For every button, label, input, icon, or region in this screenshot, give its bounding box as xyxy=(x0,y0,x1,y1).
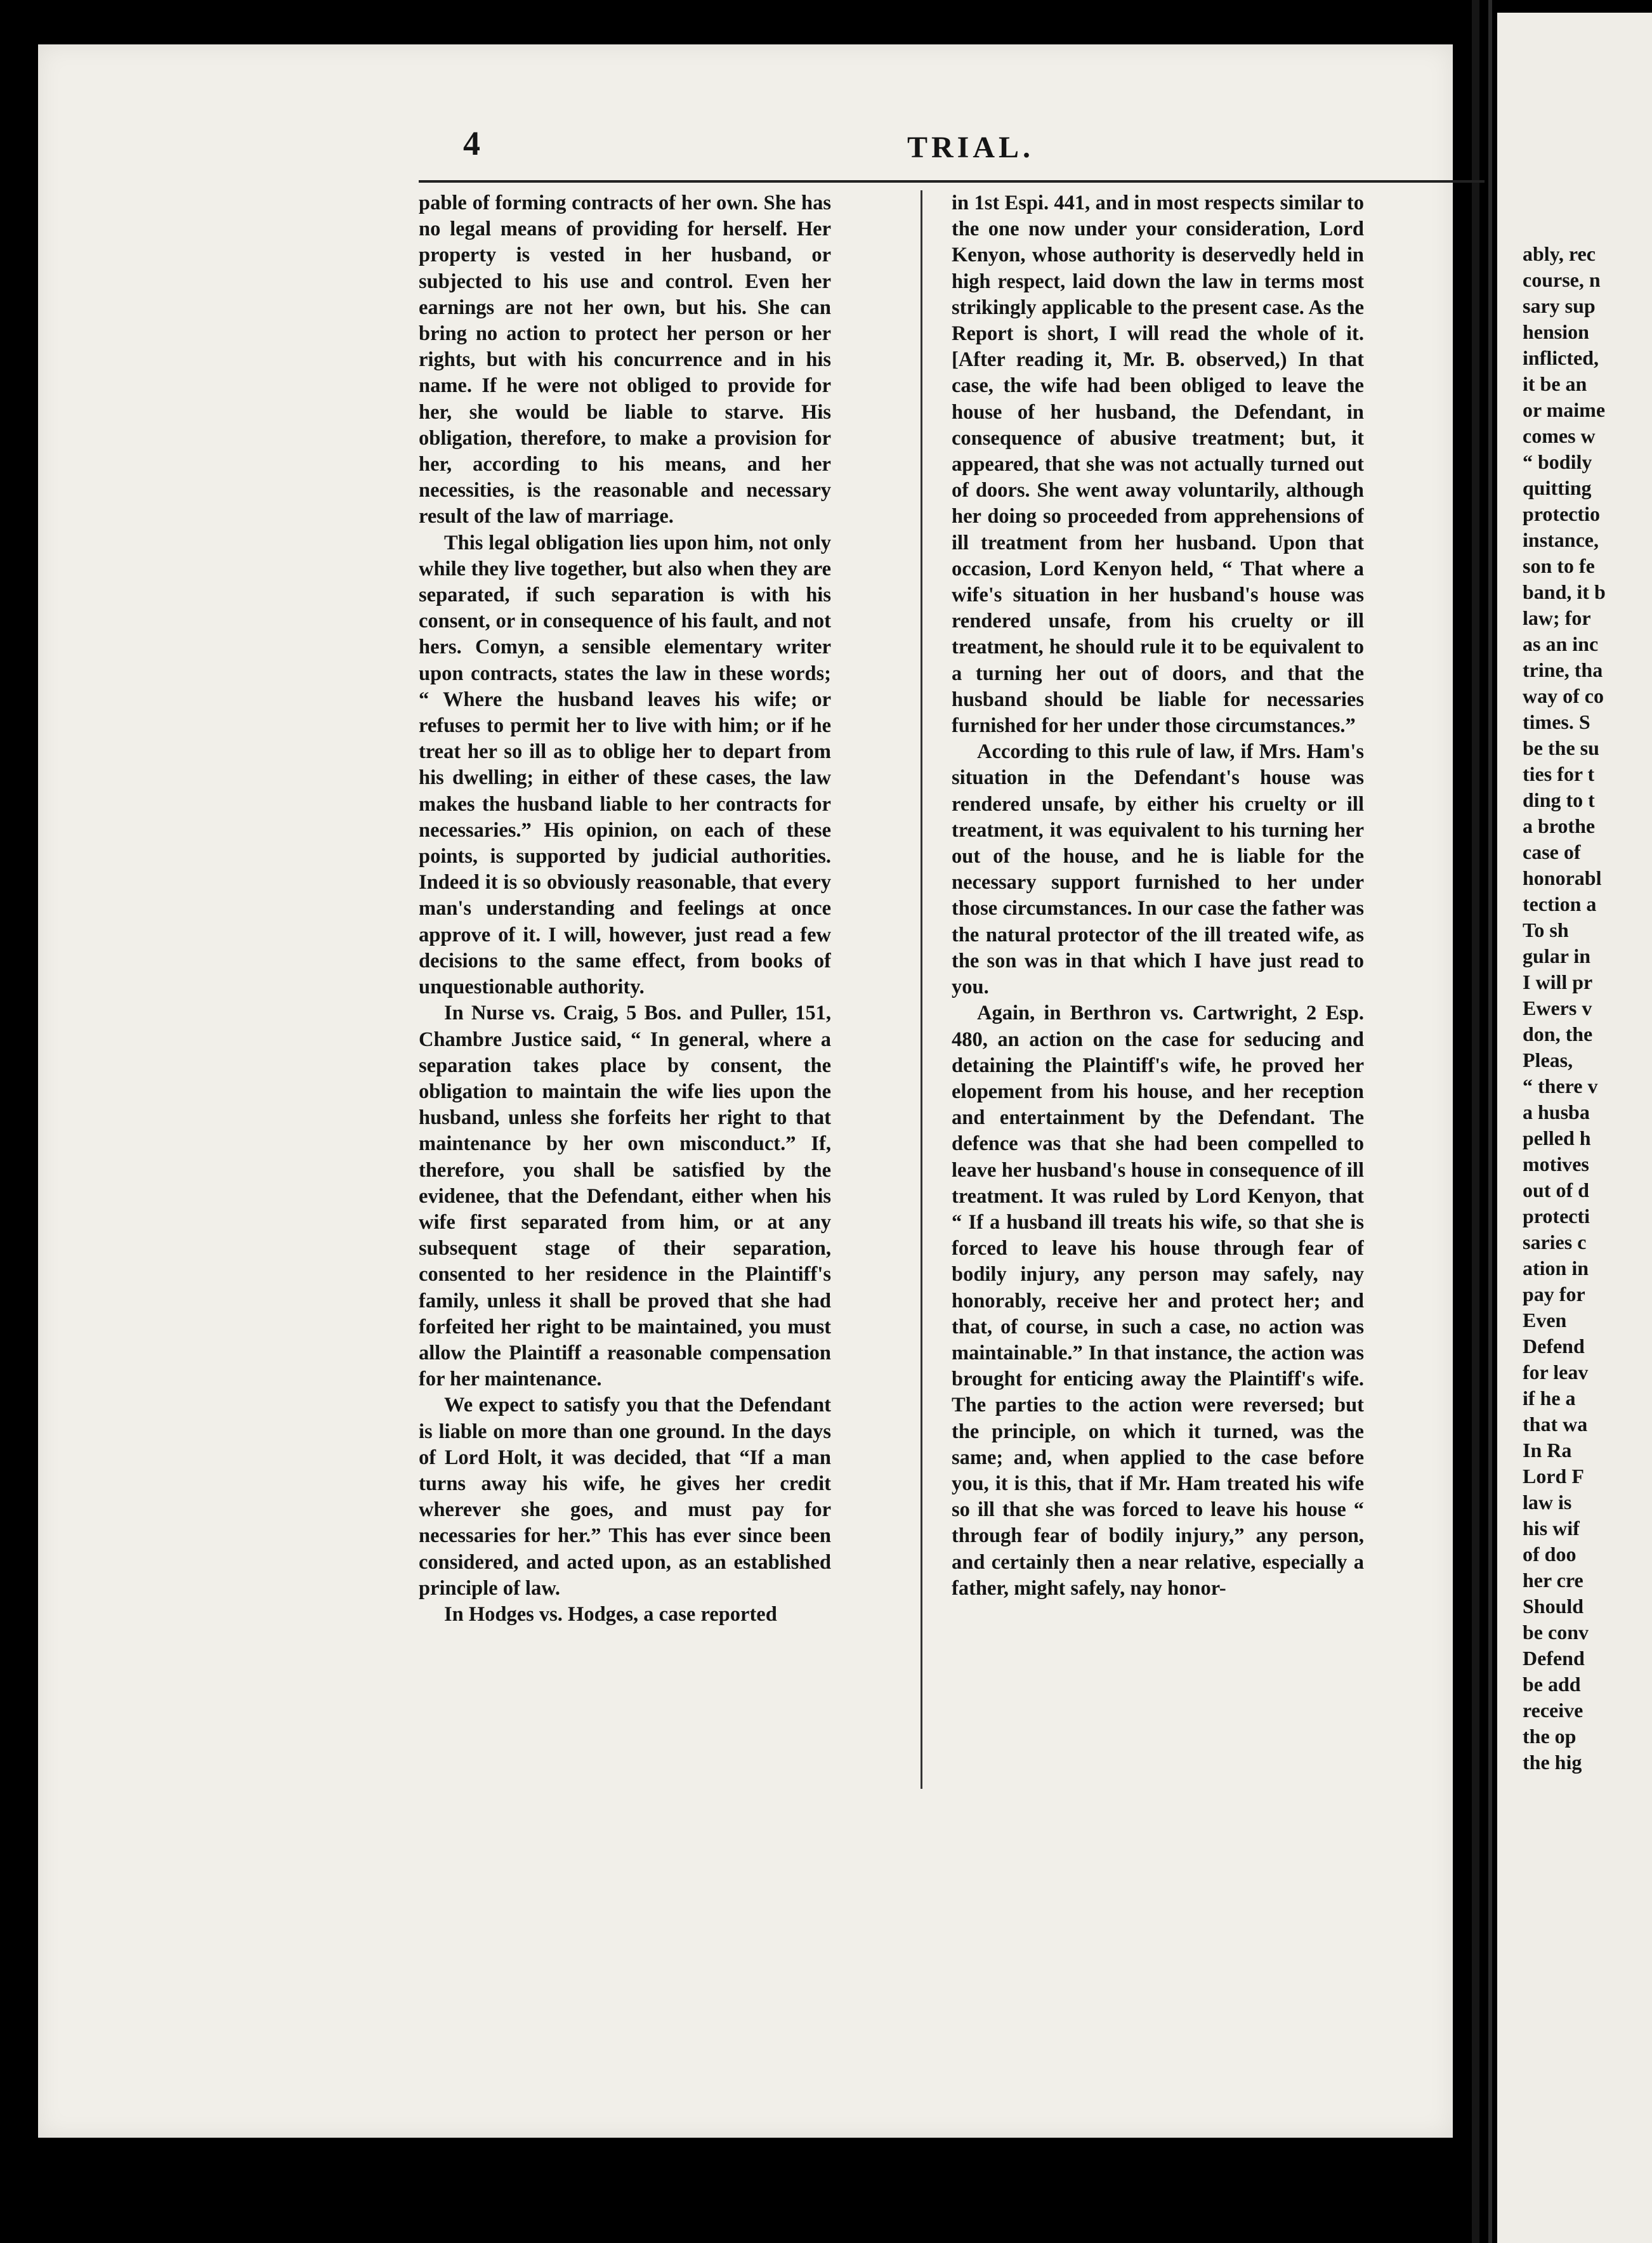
next-page-line: don, the xyxy=(1523,1023,1593,1045)
middle-column xyxy=(952,190,1364,1789)
next-page-line: quitting xyxy=(1523,476,1592,499)
next-page-line: motives xyxy=(1523,1153,1589,1175)
next-page-line: son to fe xyxy=(1523,554,1595,577)
next-page-text xyxy=(1523,241,1649,1775)
next-page-line: Lord F xyxy=(1523,1465,1584,1488)
next-page-line: law is xyxy=(1523,1491,1572,1514)
next-page-line: her cre xyxy=(1523,1569,1583,1592)
next-page-line: for leav xyxy=(1523,1361,1589,1383)
next-page-line: out of d xyxy=(1523,1179,1589,1201)
next-page-line: In Ra xyxy=(1523,1439,1572,1462)
paragraph: This legal obligation lies upon him, not only while they live together, but also when they are separated, if such separation is with his consent, or in consequence of his fault, and not hers. Comyn, a sensible elementary writer upon contracts, states the law in these words; “ Where the husband leaves his wife; or refuses to permit her to live with him; or if he treat her so ill as to oblige her to depart from his dwelling; in either of these cases, the law makes the husband liable to her contracts for necessaries.” His opinion, on each of these points, is supported by judicial authorities. Indeed it is so obviously reasonable, that every man's understanding and feelings at once approve of it. I will, however, just read a few decisions to the same effect, from books of unquestionable authority. xyxy=(419,531,831,999)
next-page-line: inflicted, xyxy=(1523,346,1599,369)
next-page-line: law; for xyxy=(1523,606,1591,629)
page-gutter-shadow xyxy=(1488,0,1492,2243)
next-page-line: saries c xyxy=(1523,1231,1587,1253)
next-page-line: Pleas, xyxy=(1523,1049,1573,1071)
next-page-line: his wif xyxy=(1523,1517,1580,1540)
next-page-line: or maime xyxy=(1523,398,1606,421)
next-page-line: trine, tha xyxy=(1523,658,1603,681)
next-page-line: protecti xyxy=(1523,1205,1590,1227)
next-page-line: band, it b xyxy=(1523,580,1606,603)
next-page-line: ation in xyxy=(1523,1257,1589,1279)
next-page-line: hension xyxy=(1523,320,1589,343)
next-page-line: ties for t xyxy=(1523,762,1595,785)
page-header xyxy=(425,124,1491,174)
paragraph: in 1st Espi. 441, and in most respects similar to the one now under your consideration, Lord Kenyon, whose authority is deservedly held in high respect, laid down the law in terms most strikingly applicable to the present case. As the Report is short, I will read the whole of it. [After reading it, Mr. B. observed,) In that case, the wife had been obliged to leave the house of her husband, the Defendant, in consequence of abusive treatment; but, it appeared, that she was not actually turned out of doors. She went away voluntarily, although her doing so proceeded from apprehensions of ill treatment from her husband. Upon that occasion, Lord Kenyon held, “ That where a wife's situation in her husband's house was rendered unsafe, from his cruelty or ill treatment, he should rule it to be equivalent to a turning her out of doors, and that the husband should be liable for necessaries furnished for her under those circumstances.” xyxy=(952,192,1364,738)
running-title: TRIAL. xyxy=(907,131,1035,164)
next-page-line: protectio xyxy=(1523,502,1601,525)
next-page-line: sary sup xyxy=(1523,294,1596,317)
next-page-line: it be an xyxy=(1523,372,1587,395)
next-page-edge xyxy=(1497,13,1652,2243)
next-page-line: tection a xyxy=(1523,893,1597,915)
paragraph: We expect to satisfy you that the Defendant is liable on more than one ground. In the days of Lord Holt, it was decided, that “If a man turns away his wife, he gives her credit wherever she goes, and must pay for necessaries for her.” This has ever since been considered, and acted upon, as an established principle of law. xyxy=(419,1394,831,1600)
next-page-line: the op xyxy=(1523,1725,1577,1748)
next-page-line: a brothe xyxy=(1523,814,1596,837)
paragraph: According to this rule of law, if Mrs. Ham's situation in the Defendant's house was rendered unsafe, by either his cruelty or ill treatment, it was equivalent to his turning her out of the house, and he is liable for the necessary support furnished to her under those circumstances. In our case the father was the natural protector of the ill treated wife, as the son was in that which I have just read to you. xyxy=(952,740,1364,999)
page-gutter xyxy=(1472,0,1479,2243)
next-page-line: I will pr xyxy=(1523,971,1593,993)
next-page-line: Should xyxy=(1523,1595,1584,1618)
next-page-line: gular in xyxy=(1523,945,1590,967)
next-page-line: “ there v xyxy=(1523,1075,1598,1097)
next-page-line: the hig xyxy=(1523,1751,1582,1774)
next-page-line: times. S xyxy=(1523,710,1590,733)
next-page-line: be add xyxy=(1523,1673,1581,1696)
header-rule xyxy=(419,180,1485,183)
next-page-line: case of xyxy=(1523,840,1581,863)
paragraph: In Nurse vs. Craig, 5 Bos. and Puller, 151, Chambre Justice said, “ In general, where a separation takes place by consent, the obligation to maintain the wife lies upon the husband, unless she forfeits her right to that maintenance by her own misconduct.” If, therefore, you shall be satisfied by the evidenee, that the Defendant, either when his wife first separated from him, or at any subsequent stage of their separation, consented to her residence in the Plaintiff's family, unless it shall be proved that she had forfeited her right to be maintained, you must allow the Plaintiff a reasonable compensation for her maintenance. xyxy=(419,1002,831,1391)
next-page-line: ably, rec xyxy=(1523,242,1596,265)
left-column xyxy=(419,190,831,1789)
next-page-line: way of co xyxy=(1523,684,1604,707)
column-divider xyxy=(921,190,922,1789)
next-page-line: as an inc xyxy=(1523,632,1599,655)
next-page-line: To sh xyxy=(1523,919,1569,941)
next-page-line: pay for xyxy=(1523,1283,1585,1305)
next-page-line: course, n xyxy=(1523,268,1601,291)
next-page-line: Even xyxy=(1523,1309,1567,1331)
paragraph: Again, in Berthron vs. Cartwright, 2 Esp. 480, an action on the case for seducing and detaining the Plaintiff's wife, he proved her elopement from his house, and her reception and entertainment by the Defendant. The defence was that she had been compelled to leave her husband's house in consequence of ill treatment. It was ruled by Lord Kenyon, that “ If a husband ill treats his wife, so that she is forced to leave his house through fear of bodily injury, any person may safely, nay honorably, receive her and protect her; and that, of course, in such a case, no action was maintainable.” In that instance, the action was brought for enticing away the Plaintiff's wife. The parties to the action were reversed; but the principle, on which it turned, was the same; and, when applied to the case before you, it is this, that if Mr. Ham treated his wife so ill that she was forced to leave his house “ through fear of bodily injury,” any person, and certainly then a near relative, especially a father, might safely, nay honor- xyxy=(952,1002,1364,1600)
next-page-line: Defend xyxy=(1523,1335,1585,1357)
next-page-line: be the su xyxy=(1523,736,1599,759)
next-page-line: pelled h xyxy=(1523,1127,1591,1149)
next-page-line: be conv xyxy=(1523,1621,1589,1644)
next-page-line: Defend xyxy=(1523,1647,1585,1670)
next-page-line: comes w xyxy=(1523,424,1596,447)
next-page-line: “ bodily xyxy=(1523,450,1592,473)
next-page-line: that wa xyxy=(1523,1413,1588,1435)
next-page-line: instance, xyxy=(1523,528,1599,551)
next-page-line: of doo xyxy=(1523,1543,1577,1566)
paragraph: pable of forming contracts of her own. She has no legal means of providing for herself. Her property is vested in her husband, or subjected to his use and control. Even her earnings are not her own, but his. She can bring no action to protect her person or her rights, but with his concurrence and in his name. If he were not obliged to provide for her, she would be liable to starve. His obligation, therefore, to make a provision for her, according to his means, and her necessities, is the reasonable and necessary result of the law of marriage. xyxy=(419,192,831,528)
next-page-line: a husba xyxy=(1523,1101,1590,1123)
paragraph: In Hodges vs. Hodges, a case reported xyxy=(444,1602,777,1626)
next-page-line: receive xyxy=(1523,1699,1583,1722)
page-number: 4 xyxy=(463,124,480,162)
next-page-line: honorabl xyxy=(1523,866,1602,889)
next-page-line: if he a xyxy=(1523,1387,1576,1409)
next-page-line: Ewers v xyxy=(1523,997,1592,1019)
next-page-line: ding to t xyxy=(1523,788,1595,811)
